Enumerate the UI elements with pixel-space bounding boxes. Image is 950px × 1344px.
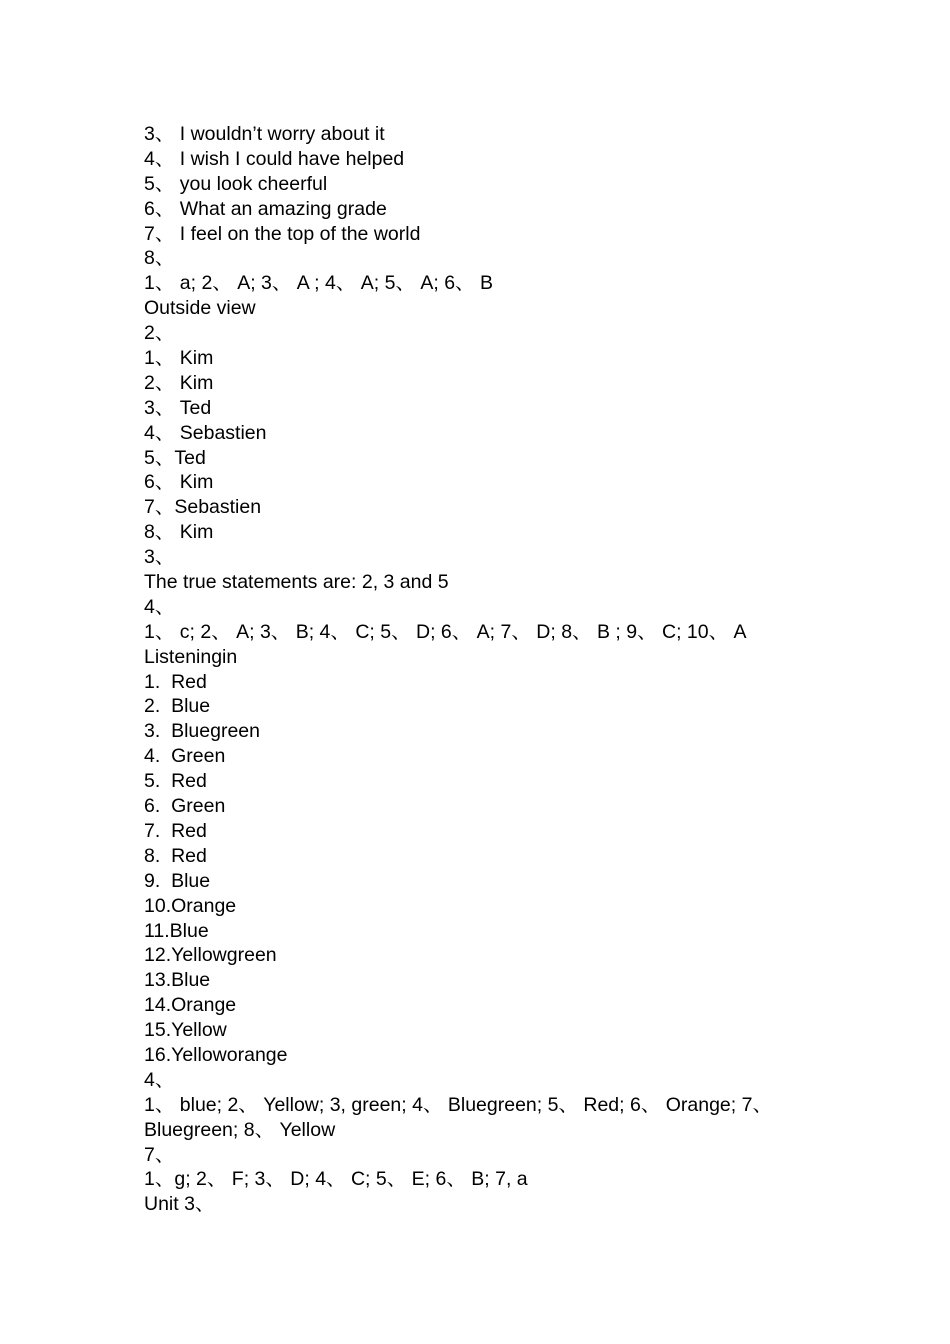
text-line: 8、 [144, 247, 175, 270]
text-line: 4、 [144, 595, 175, 618]
text-line: 1、 a; 2、 A; 3、 A ; 4、 A; 5、 A; 6、 B [144, 272, 493, 295]
list-item: 1. Red [144, 670, 207, 693]
section-heading: Outside view [144, 297, 256, 320]
text-line: 2、 [144, 322, 175, 345]
text-line: 1、 c; 2、 A; 3、 B; 4、 C; 5、 D; 6、 A; 7、 D; 8、 B ; 9、 C; 10、 A [144, 620, 747, 643]
list-item: 14.Orange [144, 994, 237, 1017]
text-line: 1、 Kim [144, 347, 214, 370]
text-line: 5、Ted [144, 446, 206, 469]
list-item: 4. Green [144, 745, 226, 768]
list-item: 11.Blue [144, 919, 209, 942]
text-line: The true statements are: 2, 3 and 5 [144, 571, 449, 594]
text-line: 2、 Kim [144, 371, 214, 394]
section-heading: Unit 3、 [144, 1193, 215, 1216]
list-item: 16.Yelloworange [144, 1043, 288, 1066]
text-line: 7、 I feel on the top of the world [144, 222, 421, 245]
section-heading: Listeningin [144, 645, 238, 668]
list-item: 5. Red [144, 770, 207, 793]
text-line: 7、Sebastien [144, 496, 262, 519]
text-line: 6、 What an amazing grade [144, 197, 387, 220]
list-item: 15.Yellow [144, 1019, 227, 1042]
list-item: 13.Blue [144, 969, 211, 992]
text-line: 3、 [144, 546, 175, 569]
text-line: 3、 Ted [144, 396, 212, 419]
text-line: 1、 blue; 2、 Yellow; 3, green; 4、 Bluegreen; 5、 Red; 6、 Orange; 7、 [144, 1093, 772, 1116]
list-item: 6. Green [144, 795, 226, 818]
list-item: 2. Blue [144, 695, 211, 718]
text-line: 7、 [144, 1143, 175, 1166]
list-item: 7. Red [144, 819, 207, 842]
text-line: 6、 Kim [144, 471, 214, 494]
list-item: 10.Orange [144, 894, 237, 917]
text-line: 4、 [144, 1068, 175, 1091]
list-item: 12.Yellowgreen [144, 944, 277, 967]
text-line: 5、 you look cheerful [144, 172, 328, 195]
list-item: 8. Red [144, 844, 207, 867]
text-line: Bluegreen; 8、 Yellow [144, 1118, 336, 1141]
text-line: 4、 Sebastien [144, 421, 267, 444]
text-line: 1、g; 2、 F; 3、 D; 4、 C; 5、 E; 6、 B; 7, a [144, 1168, 528, 1191]
document-page [144, 122, 824, 1217]
text-line: 4、 I wish I could have helped [144, 147, 405, 170]
text-line: 8、 Kim [144, 521, 214, 544]
text-line: 3、 I wouldn’t worry about it [144, 123, 385, 145]
list-item: 3. Bluegreen [144, 720, 261, 743]
list-item: 9. Blue [144, 869, 211, 892]
